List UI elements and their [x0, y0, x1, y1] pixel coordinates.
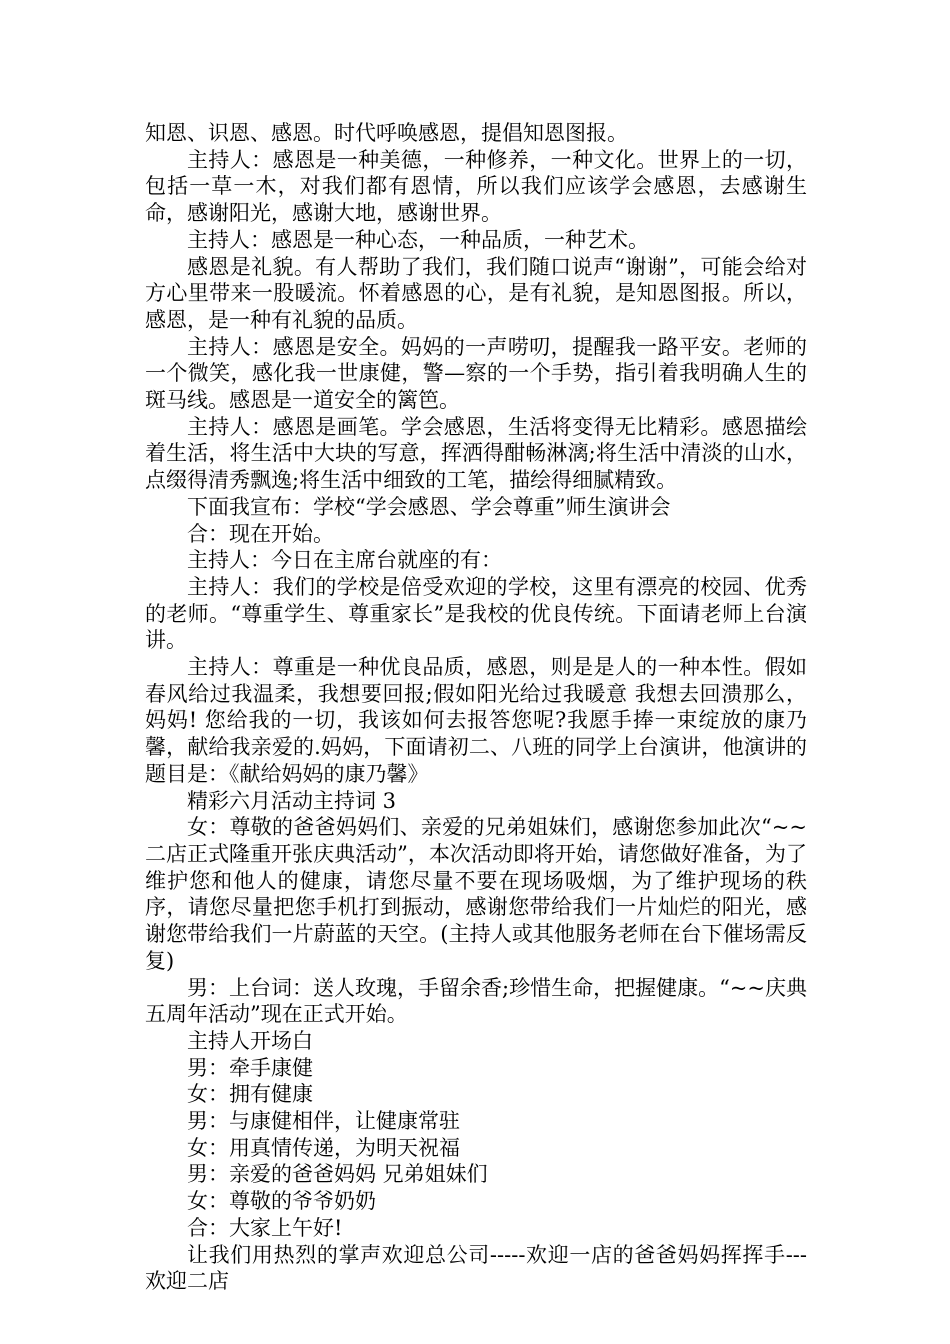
- paragraph: 下面我宣布：学校“学会感恩、学会尊重”师生演讲会: [187, 494, 671, 519]
- paragraph: 主持人：尊重是一种优良品质，感恩，则是是人的一种本性。假如春风给过我温柔，我想要回报;假如阳光给过我暖意 我想去回溃那么，妈妈! 您给我的一切，我该如何去报答您呢?我愿手捧一束绽放的康乃馨，献给我亲爱的.妈妈，下面请初二、八班的同学上台演讲，他演讲的题目是：《献给妈妈的康乃馨》: [145, 655, 807, 786]
- paragraph: 男：与康健相伴，让健康常驻: [187, 1109, 460, 1134]
- paragraph: 合：现在开始。: [187, 521, 334, 546]
- paragraph: 主持人：感恩是一种美德，一种修养，一种文化。世界上的一切，包括一草一木，对我们都有恩情，所以我们应该学会感恩，去感谢生命，感谢阳光，感谢大地，感谢世界。: [145, 147, 807, 226]
- paragraph: 主持人：今日在主席台就座的有：: [187, 548, 502, 573]
- paragraph: 主持人：我们的学校是倍受欢迎的学校，这里有漂亮的校园、优秀的老师。“尊重学生、尊重家长”是我校的优良传统。下面请老师上台演讲。: [145, 574, 807, 653]
- paragraph: 女：拥有健康: [187, 1082, 313, 1107]
- paragraph: 男：亲爱的爸爸妈妈 兄弟姐妹们: [187, 1162, 488, 1187]
- paragraph: 合：大家上午好!: [187, 1215, 343, 1240]
- paragraph: 主持人：感恩是一种心态，一种品质，一种艺术。: [187, 227, 649, 252]
- paragraph: 女：尊敬的爸爸妈妈们、亲爱的兄弟姐妹们，感谢您参加此次“~~二店正式隆重开张庆典活动”，本次活动即将开始，请您做好准备，为了维护您和他人的健康，请您尽量不要在现场吸烟，为了维护现场的秩序，请您尽量把您手机打到振动，感谢您带给我们一片灿烂的阳光，感谢您带给我们一片蔚蓝的天空。(主持人或其他服务老师在台下催场需反复): [145, 815, 807, 973]
- paragraph: 主持人：感恩是安全。妈妈的一声唠叨，提醒我一路平安。老师的一个微笑，感化我一世康健，警—察的一个手势，指引着我明确人生的斑马线。感恩是一道安全的篱笆。: [145, 334, 807, 413]
- paragraph: 知恩、识恩、感恩。时代呼唤感恩，提倡知恩图报。: [145, 121, 628, 145]
- paragraph: 女：用真情传递，为明天祝福: [187, 1135, 460, 1160]
- paragraph: 让我们用热烈的掌声欢迎总公司-----欢迎一店的爸爸妈妈挥挥手---欢迎二店: [145, 1242, 807, 1294]
- paragraph: 主持人：感恩是画笔。学会感恩，生活将变得无比精彩。感恩描绘着生活，将生活中大块的写意，挥洒得酣畅淋漓;将生活中清淡的山水，点缀得清秀飘逸;将生活中细致的工笔，描绘得细腻精致。: [145, 414, 807, 493]
- section-heading: 精彩六月活动主持词 3: [187, 788, 397, 813]
- paragraph: 女：尊敬的爷爷奶奶: [187, 1189, 376, 1214]
- document-page: [145, 120, 807, 1295]
- paragraph: 主持人开场白: [187, 1028, 313, 1053]
- paragraph: 男：牵手康健: [187, 1055, 313, 1080]
- paragraph: 感恩是礼貌。有人帮助了我们，我们随口说声“谢谢”，可能会给对方心里带来一股暖流。怀着感恩的心，是有礼貌，是知恩图报。所以，感恩，是一种有礼貌的品质。: [145, 254, 807, 332]
- paragraph: 男：上台词：送人玫瑰，手留余香;珍惜生命，把握健康。“~~庆典五周年活动”现在正式开始。: [145, 975, 807, 1027]
